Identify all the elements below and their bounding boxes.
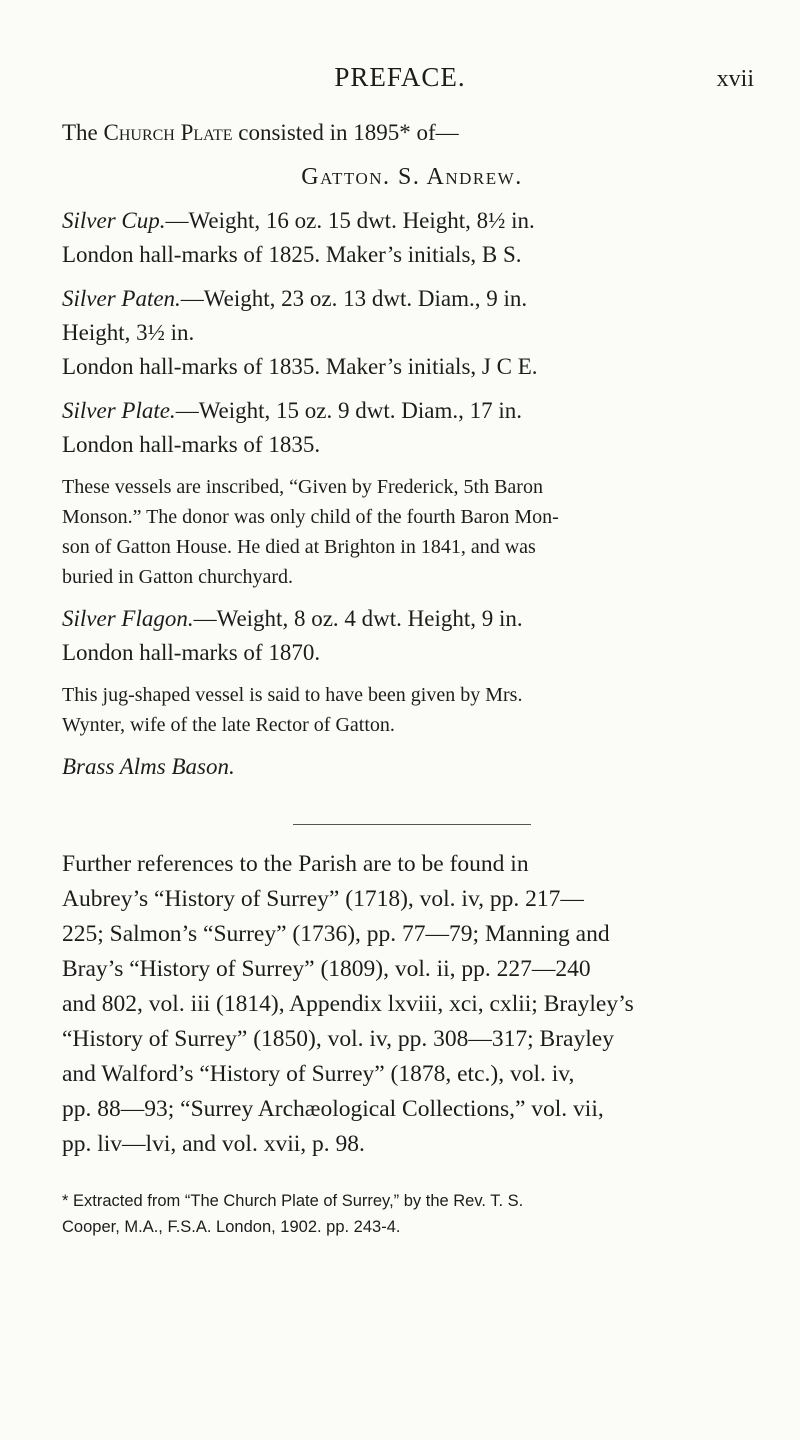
item-title: Brass Alms Bason. — [62, 754, 235, 779]
note-line: This jug-shaped vessel is said to have been given by Mrs. — [62, 684, 523, 706]
parish-heading: Gatton. S. Andrew. — [301, 164, 523, 190]
item-line: Height, 3½ in. — [62, 320, 195, 345]
page-header — [0, 58, 800, 98]
reference-line: Aubrey’s “History of Surrey” (1718), vol. iv, pp. 217— — [62, 886, 584, 912]
note-line: Wynter, wife of the late Rector of Gatton. — [62, 714, 395, 736]
reference-line: and Walford’s “History of Surrey” (1878, etc.), vol. iv, — [62, 1061, 575, 1087]
item-line: —Weight, 8 oz. 4 dwt. Height, 9 in. — [193, 606, 523, 631]
further-references — [62, 847, 762, 1162]
reference-line: pp. 88—93; “Surrey Archæological Collections,” vol. vii, — [62, 1096, 604, 1122]
item-line: London hall-marks of 1870. — [62, 640, 321, 665]
item-title: Silver Plate. — [62, 398, 176, 423]
footnote-line: Cooper, M.A., F.S.A. London, 1902. pp. 243-4. — [62, 1218, 401, 1236]
inscription-note — [62, 472, 762, 592]
item-brass-alms-bason — [62, 750, 762, 784]
item-silver-flagon — [62, 602, 762, 670]
intro-post: consisted in 1895* of— — [238, 120, 459, 145]
reference-line: pp. liv—lvi, and vol. xvii, p. 98. — [62, 1131, 365, 1157]
item-line: —Weight, 15 oz. 9 dwt. Diam., 17 in. — [175, 398, 522, 423]
note-line: son of Gatton House. He died at Brighton in 1841, and was — [62, 536, 536, 558]
item-line: —Weight, 16 oz. 15 dwt. Height, 8½ in. — [165, 208, 535, 233]
intro-label: Church Plate — [103, 120, 233, 145]
flagon-note — [62, 680, 762, 740]
item-silver-cup — [62, 204, 762, 272]
intro-pre: The — [62, 120, 98, 145]
note-line: buried in Gatton churchyard. — [62, 566, 294, 588]
reference-line: Bray’s “History of Surrey” (1809), vol. ii, pp. 227—240 — [62, 956, 591, 982]
item-title: Silver Flagon. — [62, 606, 194, 631]
intro-line — [62, 116, 762, 150]
item-line: —Weight, 23 oz. 13 dwt. Diam., 9 in. — [180, 286, 528, 311]
item-line: London hall-marks of 1825. Maker’s initials, B S. — [62, 242, 522, 267]
page-body — [62, 116, 762, 1240]
item-title: Silver Cup. — [62, 208, 166, 233]
reference-line: “History of Surrey” (1850), vol. iv, pp. 308—317; Brayley — [62, 1026, 614, 1052]
item-silver-plate — [62, 394, 762, 462]
note-line: Monson.” The donor was only child of the fourth Baron Mon- — [62, 506, 559, 528]
item-line: London hall-marks of 1835. Maker’s initials, J C E. — [62, 354, 538, 379]
footnote — [62, 1188, 762, 1240]
section-divider — [293, 824, 531, 825]
footnote-line: * Extracted from “The Church Plate of Surrey,” by the Rev. T. S. — [62, 1192, 524, 1210]
item-line: London hall-marks of 1835. — [62, 432, 321, 457]
item-title: Silver Paten. — [62, 286, 181, 311]
page-number: xvii — [716, 66, 754, 92]
item-silver-paten — [62, 282, 762, 384]
reference-line: 225; Salmon’s “Surrey” (1736), pp. 77—79; Manning and — [62, 921, 610, 947]
reference-line: and 802, vol. iii (1814), Appendix lxviii, xci, cxlii; Brayley’s — [62, 991, 634, 1017]
note-line: These vessels are inscribed, “Given by Frederick, 5th Baron — [62, 476, 543, 498]
reference-line: Further references to the Parish are to be found in — [62, 851, 529, 877]
running-title: PREFACE. — [334, 62, 466, 92]
